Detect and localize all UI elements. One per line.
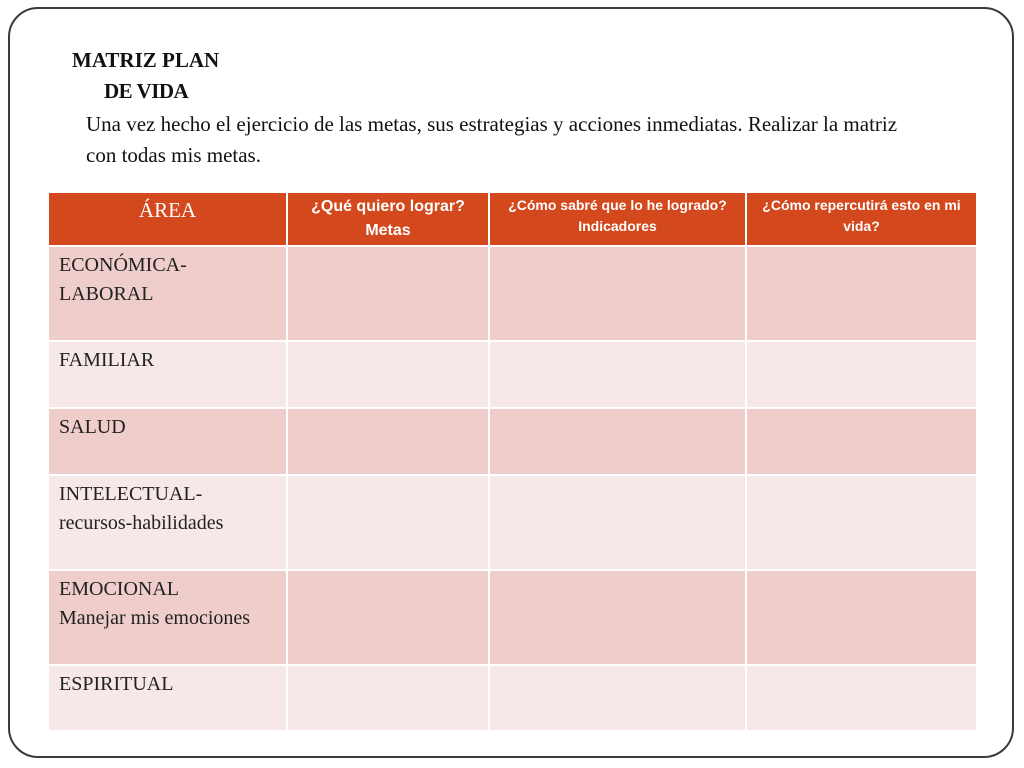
- header-area: [48, 192, 287, 246]
- area-label-line2: recursos-habilidades: [59, 512, 224, 534]
- area-label-line1: EMOCIONAL: [59, 578, 179, 600]
- header-repercusion-line1: ¿Cómo repercutirá esto en mi: [762, 197, 961, 213]
- header-indicadores-line1: ¿Cómo sabré que lo he logrado?: [508, 197, 727, 213]
- repercusion-cell[interactable]: [746, 341, 977, 408]
- indicadores-cell[interactable]: [489, 408, 746, 475]
- area-cell-espiritual: [48, 665, 287, 731]
- indicadores-cell[interactable]: [489, 246, 746, 341]
- metas-cell[interactable]: [287, 246, 489, 341]
- area-cell-intelectual: [48, 475, 287, 570]
- header-metas-line2: Metas: [365, 222, 411, 239]
- title-line-1: MATRIZ PLAN: [72, 48, 220, 72]
- table-row-familiar: [48, 341, 977, 408]
- table-header-row: [48, 192, 977, 246]
- header-indicadores-line2: Indicadores: [578, 218, 657, 234]
- repercusion-cell[interactable]: [746, 570, 977, 665]
- table-row-emocional: [48, 570, 977, 665]
- indicadores-cell[interactable]: [489, 475, 746, 570]
- header-repercusion: [746, 192, 977, 246]
- area-label-line2: LABORAL: [59, 283, 154, 305]
- repercusion-cell[interactable]: [746, 408, 977, 475]
- area-label-line1: ECONÓMICA-: [59, 254, 187, 276]
- repercusion-cell[interactable]: [746, 475, 977, 570]
- title-line-2: DE VIDA: [104, 79, 189, 103]
- indicadores-cell[interactable]: [489, 341, 746, 408]
- area-cell-emocional: [48, 570, 287, 665]
- metas-cell[interactable]: [287, 408, 489, 475]
- table-row-intelectual: [48, 475, 977, 570]
- area-cell-economica: [48, 246, 287, 341]
- metas-cell[interactable]: [287, 341, 489, 408]
- area-label-line1: SALUD: [59, 416, 126, 438]
- plan-matrix-table: [47, 191, 978, 732]
- indicadores-cell[interactable]: [489, 665, 746, 731]
- table-row-salud: [48, 408, 977, 475]
- metas-cell[interactable]: [287, 475, 489, 570]
- header-metas: [287, 192, 489, 246]
- area-label-line1: INTELECTUAL-: [59, 483, 203, 505]
- repercusion-cell[interactable]: [746, 665, 977, 731]
- area-label-line1: FAMILIAR: [59, 349, 155, 371]
- header-metas-line1: ¿Qué quiero lograr?: [311, 198, 465, 215]
- repercusion-cell[interactable]: [746, 246, 977, 341]
- area-label-line1: ESPIRITUAL: [59, 673, 174, 695]
- header-area-label: ÁREA: [138, 198, 197, 222]
- header-indicadores: [489, 192, 746, 246]
- metas-cell[interactable]: [287, 570, 489, 665]
- area-cell-salud: [48, 408, 287, 475]
- indicadores-cell[interactable]: [489, 570, 746, 665]
- table-row-economica: [48, 246, 977, 341]
- area-cell-familiar: [48, 341, 287, 408]
- intro-text: Una vez hecho el ejercicio de las metas, sus estrategias y acciones inmediatas. Realizar la matriz con todas mis metas.: [86, 112, 898, 167]
- table-row-espiritual: [48, 665, 977, 731]
- area-label-line2: Manejar mis emociones: [59, 607, 251, 629]
- metas-cell[interactable]: [287, 665, 489, 731]
- header-repercusion-line2: vida?: [843, 218, 880, 234]
